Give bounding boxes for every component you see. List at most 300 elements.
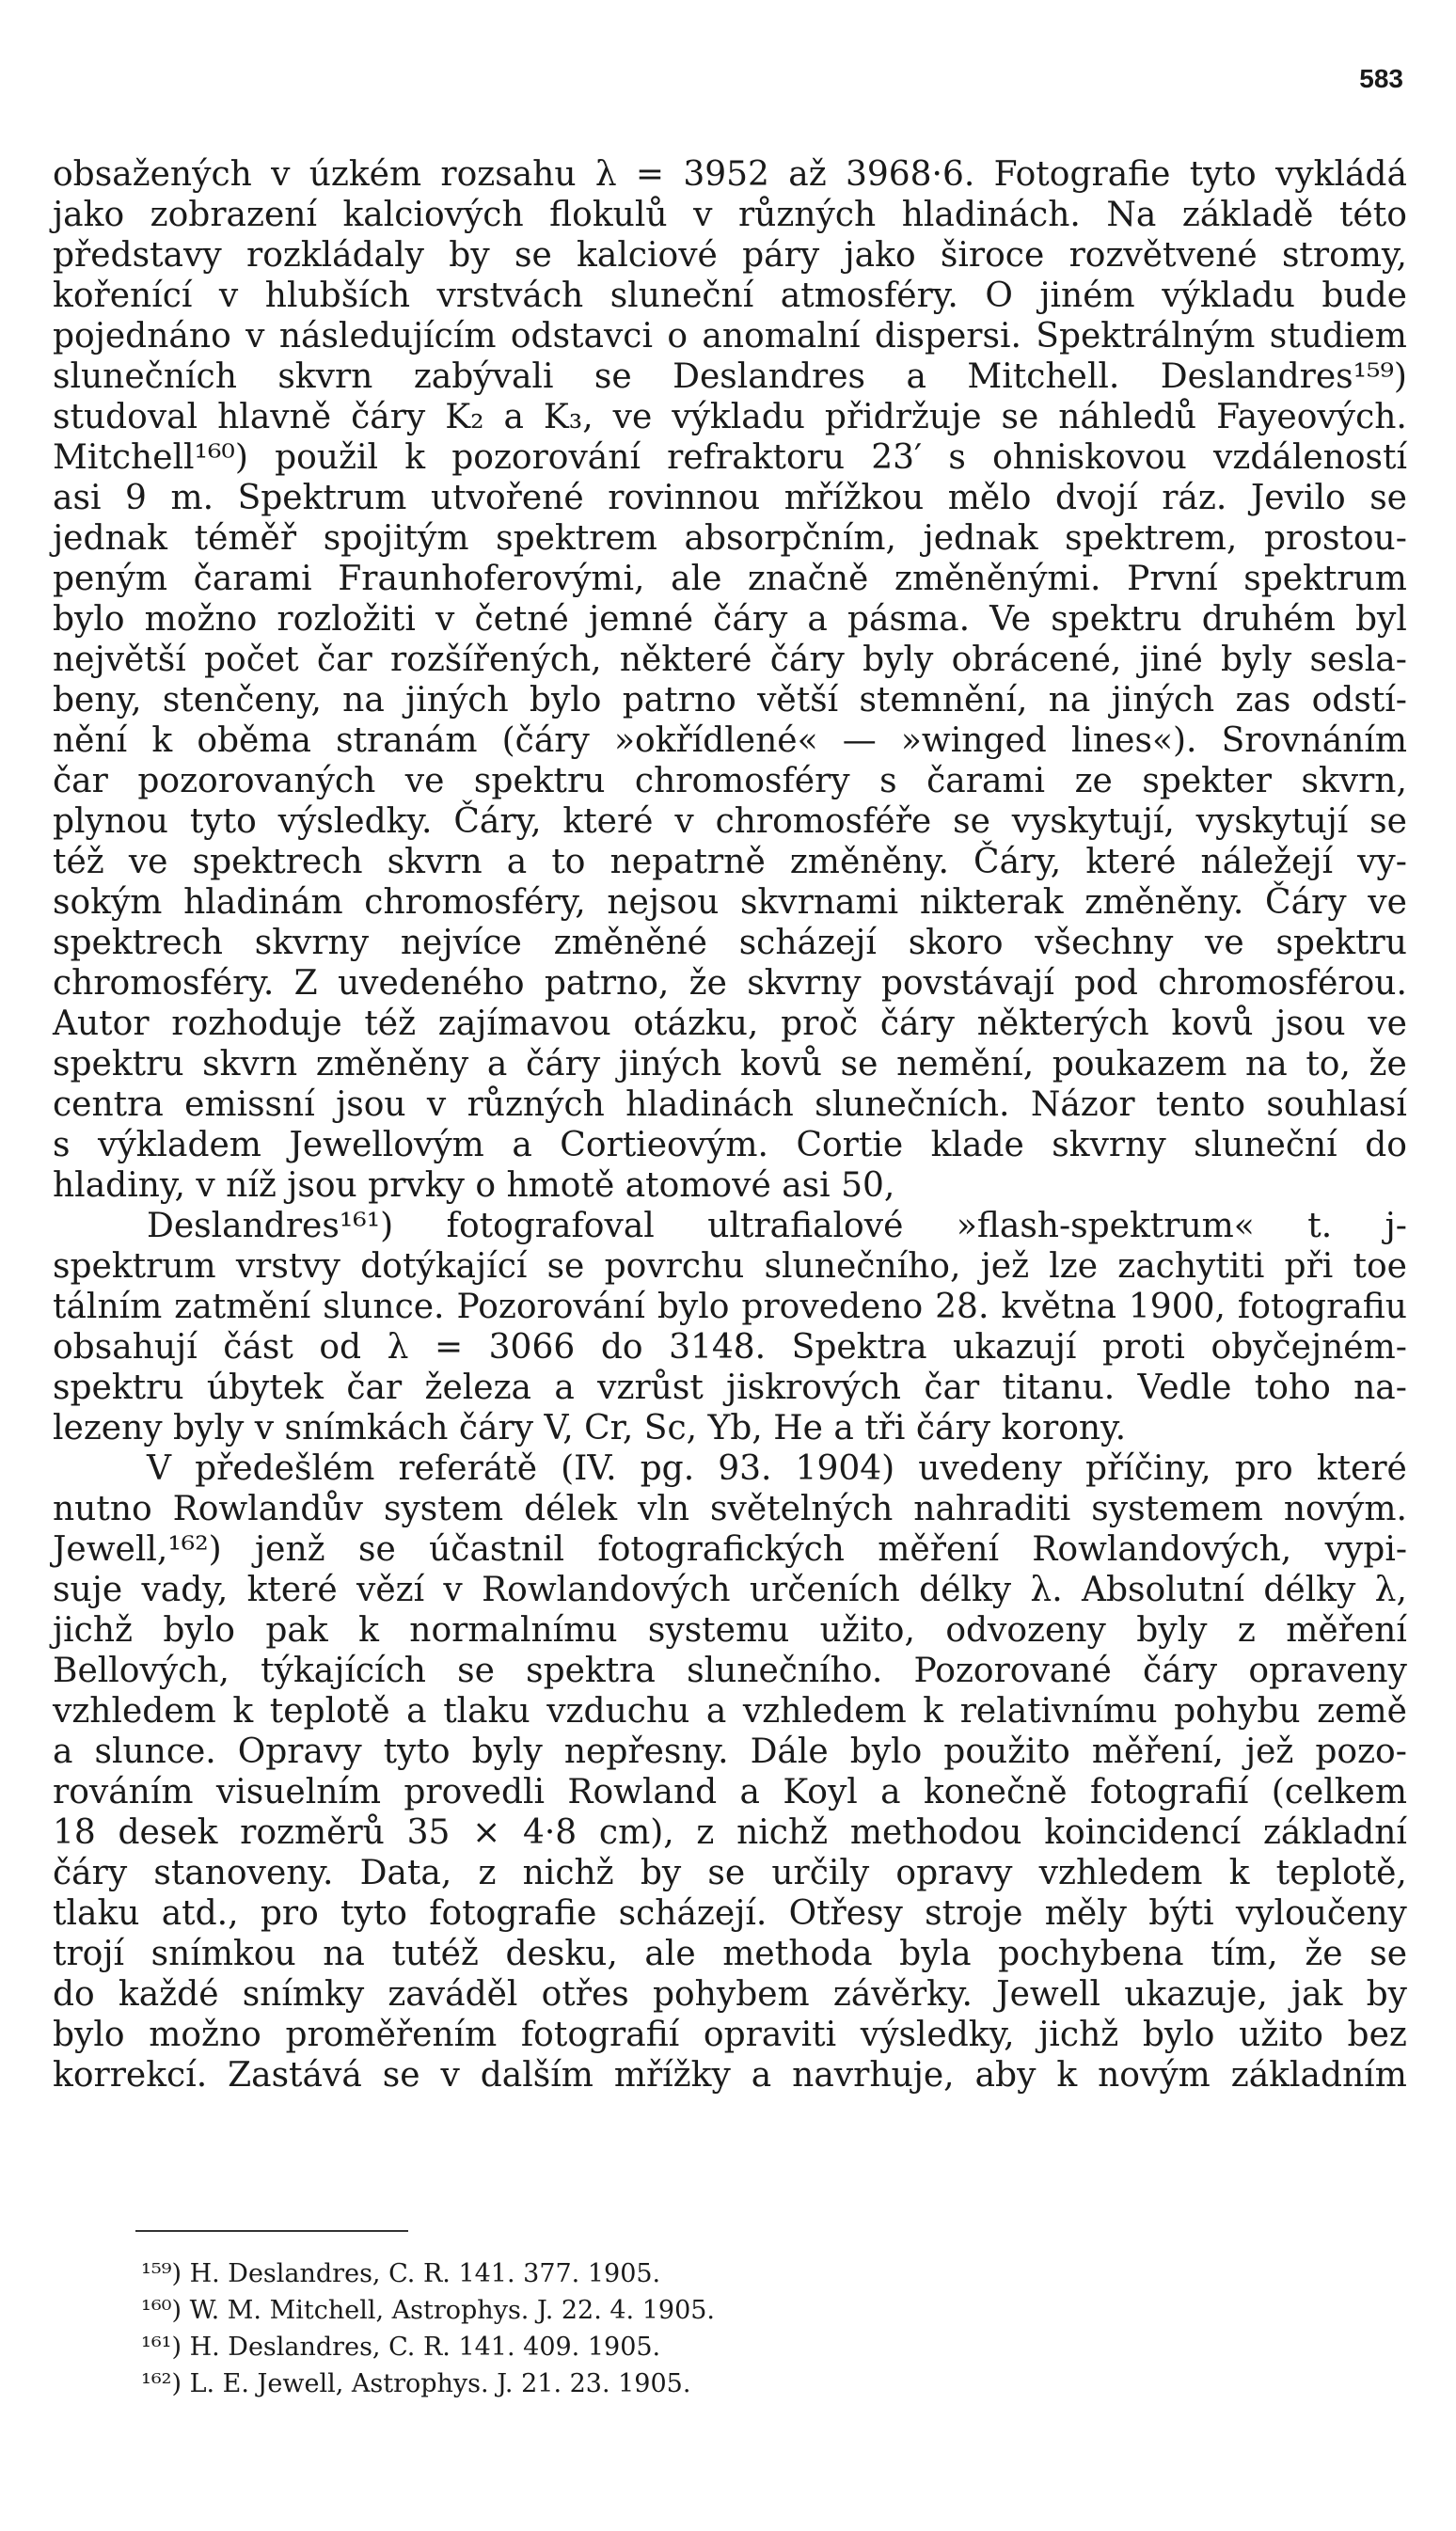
word: novým (1098, 2056, 1211, 2095)
word: slunečních (53, 357, 237, 396)
word: všechny (1035, 924, 1174, 962)
word: se (514, 236, 552, 275)
word: čar (924, 1368, 980, 1407)
word: skvrnami (740, 883, 899, 922)
word: Deslandres¹⁶¹) (147, 1207, 394, 1245)
word: tyto (340, 1894, 407, 1933)
word: prostou- (1264, 519, 1407, 558)
word: část (223, 1328, 293, 1367)
word: tyto (1189, 155, 1257, 194)
word: toho (1254, 1368, 1331, 1407)
text-line (53, 1368, 1407, 1408)
word: od (319, 1328, 362, 1367)
word: jako (844, 236, 916, 275)
word: Rowlandových, (1032, 1530, 1292, 1569)
word: vzhledem (1038, 1854, 1203, 1892)
text-line (53, 235, 1407, 276)
word: hladinách. (901, 196, 1081, 234)
word: atd., (161, 1894, 239, 1933)
word: jednak (53, 519, 167, 558)
word: dotýkající (360, 1247, 528, 1286)
word: rozkládaly (245, 236, 424, 275)
word: bylo (849, 1732, 923, 1771)
word: nejsou (607, 883, 720, 922)
word: rováním (53, 1773, 194, 1811)
word: utvořené (430, 479, 584, 517)
word: počet (203, 641, 299, 679)
word: předešlém (195, 1449, 375, 1488)
word: vady, (141, 1571, 229, 1609)
word: jsou (336, 1085, 406, 1124)
word: Na (1106, 196, 1157, 234)
word: ultrafialové (707, 1207, 904, 1245)
word: možno (149, 2016, 261, 2054)
word: jsou (1275, 1004, 1346, 1043)
text-line (53, 720, 1407, 761)
word: nepřesny. (563, 1732, 729, 1771)
word: býti (1148, 1894, 1214, 1933)
word: příčiny, (1085, 1449, 1211, 1488)
word: systemu (647, 1611, 790, 1650)
footnote-159: ¹⁵⁹) H. Deslandres, C. R. 141. 377. 1905. (141, 2259, 661, 2288)
text-line (53, 1651, 1407, 1691)
word: Rowlandův (172, 1490, 363, 1528)
word: proměřením (285, 2016, 498, 2054)
word: sluneční (609, 277, 754, 315)
word: možno (144, 600, 258, 639)
word: výkladem (97, 1126, 261, 1164)
word: V (147, 1449, 171, 1488)
word: opraviti (703, 2016, 837, 2054)
word: nepatrně (609, 843, 766, 881)
word: První (1127, 560, 1218, 598)
word: Vedle (1137, 1368, 1232, 1407)
word: odvozeny (945, 1611, 1106, 1650)
word: měření (878, 1530, 999, 1569)
word: vyloučeny (1235, 1894, 1407, 1933)
footnote-divider (135, 2230, 408, 2232)
word: přidržuje (824, 398, 982, 436)
word: hladinám (183, 883, 343, 922)
word: skvrny (1052, 1126, 1166, 1164)
word: vyskytují (1195, 802, 1349, 841)
word: Mitchell¹⁶⁰) (53, 438, 248, 477)
word: z (696, 1813, 715, 1852)
word: mřížkou (783, 479, 925, 517)
word: v (443, 1571, 463, 1609)
word: do (53, 1975, 95, 2014)
word: pásma. (847, 600, 971, 639)
word: Rowlandových (482, 1571, 731, 1609)
word: účastnil (429, 1530, 565, 1569)
word: ráz. (1162, 479, 1227, 517)
word: široce (940, 236, 1045, 275)
footnotes (141, 2255, 715, 2402)
word: zobrazení (150, 196, 317, 234)
word: by (1366, 1975, 1407, 2014)
word: spektru (473, 762, 606, 800)
word: 4·8 (522, 1813, 578, 1852)
word: se (1369, 479, 1407, 517)
word: fotografií (520, 2016, 680, 2054)
word: že (1369, 1045, 1407, 1084)
word: tyto (383, 1732, 451, 1771)
word: každé (118, 1975, 219, 2014)
word: anomalní (702, 317, 861, 356)
word: dvojí (1054, 479, 1138, 517)
word: Mitchell. (967, 357, 1120, 396)
text-line (53, 1732, 1407, 1772)
word: s (879, 762, 897, 800)
word: teplotě, (1275, 1854, 1407, 1892)
text-line (53, 1044, 1407, 1084)
word: vyskytují, (1011, 802, 1175, 841)
word: dispersi. (874, 317, 1021, 356)
word: odstí- (1311, 681, 1407, 720)
word: stanoveny. (153, 1854, 334, 1892)
word: a (503, 398, 524, 436)
word: lines«). (1070, 721, 1197, 760)
word: tutéž (391, 1935, 479, 1973)
word: čáry (769, 641, 845, 679)
word: proč (781, 1004, 859, 1043)
word: se (546, 1247, 585, 1286)
word: s (53, 1126, 71, 1164)
word: 35 (406, 1813, 451, 1852)
word: bylo (657, 1288, 730, 1326)
word: největší (53, 641, 186, 679)
word: byly (1221, 641, 1292, 679)
word: (celkem (1271, 1773, 1407, 1811)
word: slunce. (94, 1732, 216, 1771)
word: ale (671, 560, 722, 598)
word: jenž (255, 1530, 325, 1569)
word: spektru (53, 1368, 184, 1407)
word: 9 (125, 479, 147, 517)
word: × (472, 1813, 501, 1852)
word: obsahují (53, 1328, 198, 1367)
word: t. (1307, 1207, 1333, 1245)
word: změněny (315, 1045, 469, 1084)
word: druhém (1201, 600, 1336, 639)
word: λ. (1030, 1571, 1063, 1609)
text-line (53, 680, 1407, 720)
text-line (53, 801, 1407, 842)
word: = (434, 1328, 464, 1367)
word: které (246, 1571, 338, 1609)
word: na (342, 681, 385, 720)
word: pak (265, 1611, 328, 1650)
text-line (53, 1974, 1407, 2015)
word: nemění, (896, 1045, 1035, 1084)
word: čarami (926, 762, 1046, 800)
text-line (53, 1287, 1407, 1327)
word: jež (980, 1247, 1030, 1286)
word: tlaku (53, 1894, 140, 1933)
word: chromosféry, (364, 883, 586, 922)
text-line (53, 518, 1407, 559)
word: úzkém (309, 155, 422, 194)
text-line (53, 1125, 1407, 1165)
word: m. (170, 479, 214, 517)
word: čáry (1142, 1652, 1218, 1690)
word: spektrech (53, 924, 223, 962)
word: rozhoduje (171, 1004, 342, 1043)
word: stenčeny, (162, 681, 322, 720)
word: představy (53, 236, 222, 275)
word: se (457, 1652, 495, 1690)
word: poukazem (1052, 1045, 1227, 1084)
word: též (53, 843, 104, 881)
word: použil (275, 438, 378, 477)
word: na- (1353, 1368, 1407, 1407)
word: desek (118, 1813, 218, 1852)
word: oběma (197, 721, 311, 760)
word: Cortie (796, 1126, 904, 1164)
word: scházejí (738, 924, 877, 962)
text-line (53, 356, 1407, 397)
word: základě (1181, 196, 1314, 234)
word: jednak (923, 519, 1038, 558)
word: Z (293, 964, 318, 1003)
word: koincidencí (1044, 1813, 1242, 1852)
word: k (151, 721, 173, 760)
word: v (426, 1085, 447, 1124)
word: desku, (505, 1935, 618, 1973)
word: 28. (935, 1288, 989, 1326)
word: a (807, 600, 828, 639)
word: vězí (356, 1571, 425, 1609)
word: užito, (819, 1611, 915, 1650)
word: »flash-spektrum« (956, 1207, 1255, 1245)
word: spektrem, (1065, 519, 1238, 558)
word: dalším (480, 2056, 593, 2095)
word: vypi- (1324, 1530, 1407, 1569)
word: kalciových (342, 196, 524, 234)
word: emissní (184, 1085, 315, 1124)
word: skvrn, (1301, 762, 1407, 800)
word: systemem (1091, 1490, 1263, 1528)
word: o (667, 317, 688, 356)
word: vrstvách (436, 277, 584, 315)
word: ve (1205, 924, 1244, 962)
word: hladinách (625, 1085, 794, 1124)
word: nikterak (919, 883, 1064, 922)
word: otřes (541, 1975, 629, 2014)
text-line (53, 2055, 1407, 2096)
word: zaváděl (388, 1975, 518, 2014)
word: Fraunhoferovými, (338, 560, 645, 598)
word: do (1365, 1126, 1407, 1164)
word: spektru (53, 1045, 184, 1084)
word: j- (1385, 1207, 1407, 1245)
word: korrekcí. (53, 2056, 208, 2095)
word: mělo (947, 479, 1032, 517)
word: čar (346, 1368, 403, 1407)
word: bylo (53, 2016, 125, 2054)
word: čáry (879, 1004, 956, 1043)
text-line (53, 963, 1407, 1004)
footnote-160: ¹⁶⁰) W. M. Mitchell, Astrophys. J. 22. 4. 1905. (141, 2296, 716, 2325)
word: vln (638, 1490, 690, 1528)
word: rozšířených, (389, 641, 602, 679)
word: různých (467, 1085, 605, 1124)
word: kořenící (53, 277, 193, 315)
paragraph-start-line (53, 1206, 1407, 1246)
word: spojitým (323, 519, 469, 558)
word: skvrn (387, 843, 483, 881)
word: použito (943, 1732, 1070, 1771)
word: rozměrů (240, 1813, 385, 1852)
word: λ (594, 155, 617, 194)
word: k (1056, 2056, 1078, 2095)
word: téměř (194, 519, 297, 558)
word: se (840, 1045, 878, 1084)
word: lze (1049, 1247, 1099, 1286)
word: Čáry, (453, 802, 542, 841)
word: jichž (53, 1611, 133, 1650)
word: stemnění, (859, 681, 1028, 720)
word: a (554, 1368, 575, 1407)
word: Ve (989, 600, 1032, 639)
word: se (953, 802, 990, 841)
word: 1904) (795, 1449, 895, 1488)
word: Jewellovým (289, 1126, 484, 1164)
word: souhlasí (1266, 1085, 1407, 1124)
word: v (693, 196, 713, 234)
word: O (985, 277, 1013, 315)
word: (IV. (561, 1449, 617, 1488)
text-line (53, 1246, 1407, 1287)
word: výsledky, (860, 2016, 1015, 2054)
word: rovinnou (608, 479, 761, 517)
word: jak (1290, 1975, 1343, 2014)
word: trojí (53, 1935, 125, 1973)
word: Deslandres¹⁵⁹) (1160, 357, 1407, 396)
word: Koyl (783, 1773, 858, 1811)
word: ve (404, 762, 445, 800)
word: změněnými. (894, 560, 1101, 598)
word: fotografických (597, 1530, 845, 1569)
word: pohybu (1174, 1692, 1301, 1731)
word: ukazují (953, 1328, 1077, 1367)
word: slunce. (323, 1288, 445, 1326)
word: spektrum (53, 1247, 216, 1286)
word: toe (1353, 1247, 1407, 1286)
word: 3952 (683, 155, 769, 194)
text-line (53, 397, 1407, 437)
word: — (842, 721, 877, 760)
word: Autor (53, 1004, 150, 1043)
word: sokým (53, 883, 163, 922)
text-line (53, 1327, 1407, 1368)
word: λ, (1374, 1571, 1407, 1609)
word: větší (757, 681, 839, 720)
word: se (707, 1854, 746, 1892)
word: jiných (1111, 681, 1215, 720)
word: kovů (1171, 1004, 1254, 1043)
text-line (53, 761, 1407, 801)
word: by (640, 1854, 682, 1892)
word: spektrech (192, 843, 363, 881)
word: Fotografie (993, 155, 1171, 194)
word: 23′ (871, 438, 923, 477)
word: které (562, 802, 654, 841)
word: a (751, 2056, 772, 2095)
word: slunečního, (764, 1247, 961, 1286)
word: vzhledem (742, 1692, 907, 1731)
word: bylo (163, 1611, 235, 1650)
word: nejvíce (400, 924, 522, 962)
word: Jevilo (1250, 479, 1346, 517)
word: týkajících (261, 1652, 426, 1690)
word: zajímavou (437, 1004, 611, 1043)
word: beny, (53, 681, 142, 720)
word: značně (748, 560, 869, 598)
text-line (53, 923, 1407, 963)
paragraph-end-line: hladiny, v níž jsou prvky o hmotě atomové asi 50, (53, 1166, 895, 1205)
word: K₂ (445, 398, 484, 436)
word: různých (737, 196, 877, 234)
word: patrno (622, 681, 736, 720)
word: skvrn (202, 1045, 298, 1084)
word: délky (1263, 1571, 1356, 1609)
word: Opravy (237, 1732, 362, 1771)
word: nutno (53, 1490, 152, 1528)
word: a (406, 1692, 427, 1731)
word: že (1305, 1935, 1343, 1973)
word: byly (471, 1732, 543, 1771)
text-line (53, 599, 1407, 640)
word: slunečního. (687, 1652, 883, 1690)
word: Rowland (567, 1773, 718, 1811)
word: určily (771, 1854, 870, 1892)
text-line (53, 1893, 1407, 1934)
word: byly (863, 641, 934, 679)
word: zatmění (174, 1288, 311, 1326)
word: spektra (526, 1652, 656, 1690)
word: jiskrových (726, 1368, 901, 1407)
word: pojednáno (53, 317, 231, 356)
paragraph-end-line: lezeny byly v snímkách čáry V, Cr, Sc, Yb, He a tři čáry korony. (53, 1409, 1127, 1447)
word: snímky (242, 1975, 365, 2014)
word: délky (919, 1571, 1012, 1609)
word: základní (1262, 1813, 1407, 1852)
word: vykládá (1274, 155, 1407, 194)
word: K₃, (543, 398, 593, 436)
word: čar (53, 762, 108, 800)
text-line (53, 154, 1407, 195)
word: pod (1074, 964, 1138, 1003)
word: Srovnáním (1221, 721, 1407, 760)
word: k (358, 1611, 379, 1650)
word: spektrum (1243, 560, 1407, 598)
word: 1900, (1128, 1288, 1226, 1326)
word: závěrky. (832, 1975, 973, 2014)
word: některé (619, 641, 752, 679)
word: vzhledem (53, 1692, 216, 1731)
word: chromosféry. (53, 964, 275, 1003)
word: slunečních. (815, 1085, 1010, 1124)
word: kovů (739, 1045, 822, 1084)
word: změněny. (789, 843, 949, 881)
word: to, (1306, 1045, 1351, 1084)
word: Spektrálným (1036, 317, 1256, 356)
word: atmosféry. (780, 277, 958, 315)
word: ze (1074, 762, 1113, 800)
word: ve (1368, 1004, 1407, 1043)
text-line (53, 195, 1407, 235)
